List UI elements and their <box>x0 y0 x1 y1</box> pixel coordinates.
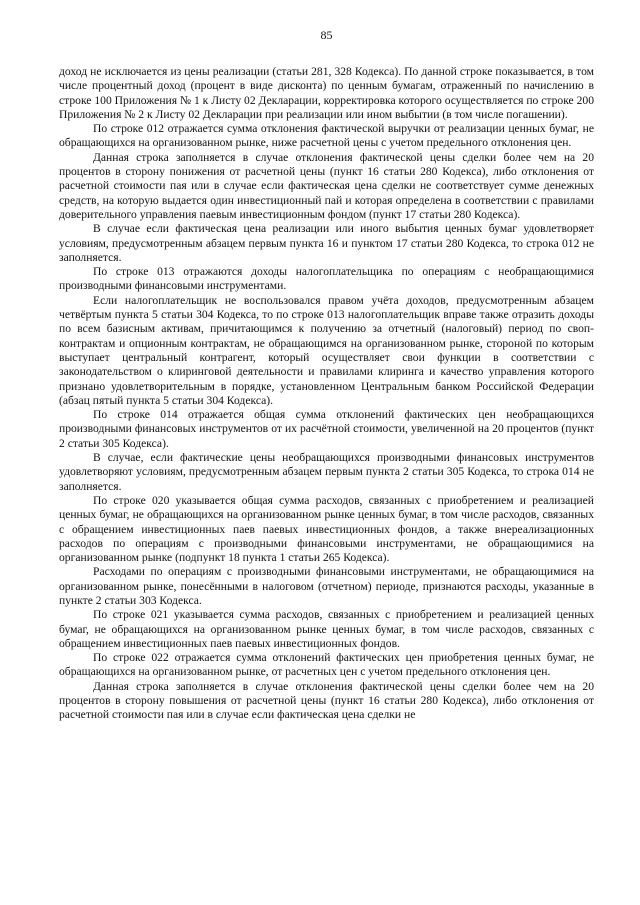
paragraph: По строке 012 отражается сумма отклонения фактической выручки от реализации ценных бумаг, не обращающихся на организованном рынке, ниже расчетной цены с учетом предельного отклонения цен. <box>59 122 594 150</box>
paragraph: В случае, если фактические цены необращающихся производными финансовых инструментов удовлетворяют условиям, предусмотренным абзацем первым пункта 2 статьи 305 Кодекса, то строка 014 не заполняется. <box>59 451 594 493</box>
paragraph: По строке 021 указывается сумма расходов, связанных с приобретением и реализацией ценных бумаг, не обращающихся на организованном рынке ценных бумаг, в том числе расходов, связанных с обращением инвестиционных паев паевых инвестиционных фондов. <box>59 608 594 650</box>
paragraph: Расходами по операциям с производными финансовыми инструментами, не обращающимися на организованном рынке, понесёнными в налоговом (отчетном) периоде, признаются расходы, указанные в пункте 2 статьи 303 Кодекса. <box>59 565 594 607</box>
paragraph-continuation: доход не исключается из цены реализации (статьи 281, 328 Кодекса). По данной строке показывается, в том числе процентный доход (процент в виде дисконта) по ценным бумагам, отраженный по начислению в строке 100 Приложения № 1 к Листу 02 Декларации, корректировка которого осуществляется по строке 200 Приложения № 2 к Листу 02 Декларации при реализации или ином выбытии (в том числе погашении). <box>59 65 594 121</box>
paragraph: По строке 020 указывается общая сумма расходов, связанных с приобретением и реализацией ценных бумаг, не обращающихся на организованном рынке ценных бумаг, в том числе расходов, связанных с обращением инвестиционных паев паевых инвестиционных фондов, а также внереализационных расходов по операциям с производными финансовыми инструментами, не обращающимися на организованном рынке (подпункт 18 пункта 1 статьи 265 Кодекса). <box>59 493 594 565</box>
paragraph: По строке 013 отражаются доходы налогоплательщика по операциям с необращающимися производными финансовыми инструментами. <box>59 265 594 293</box>
paragraph: В случае если фактическая цена реализации или иного выбытия ценных бумаг удовлетворяет условиям, предусмотренным абзацем первым пункта 16 и пунктом 17 статьи 280 Кодекса, то строка 012 не заполняется. <box>59 222 594 264</box>
paragraph: Данная строка заполняется в случае отклонения фактической цены сделки более чем на 20 процентов в сторону понижения от расчетной цены (пункт 16 статьи 280 Кодекса), либо отклонения от расчетной стоимости пая или в случае если фактическая цена сделки не соответствует сумме денежных средств, на которую выдается один инвестиционный пай и которая определена в соответствии с правилами доверительного управления паевым инвестиционным фондом (пункт 17 статьи 280 Кодекса). <box>59 150 594 221</box>
paragraph: Данная строка заполняется в случае отклонения фактической цены сделки более чем на 20 процентов в сторону повышения от расчетной цены (пункт 16 статьи 280 Кодекса), либо отклонения от расчетной стоимости пая или в случае если фактическая цена сделки не <box>59 679 594 722</box>
page-number: 85 <box>320 28 333 42</box>
paragraph: Если налогоплательщик не воспользовался правом учёта доходов, предусмотренным абзацем четвёртым пункта 5 статьи 304 Кодекса, то по строке 013 налогоплательщик вправе также отразить доходы по всем базисным активам, причитающимся к получению за отчетный (налоговый) период по своп-контрактам и опционным контрактам, не обращающимся на организованном рынке, стороной по которым выступает центральный контрагент, который осуществляет свои функции в соответствии с законодательством о клиринговой деятельности и правилами клиринга и качество управления которого признано удовлетворительным в порядке, установленном Центральным банком Российской Федерации (абзац пятый пункта 5 статьи 304 Кодекса). <box>59 293 594 407</box>
paragraph: По строке 014 отражается общая сумма отклонений фактических цен необращающихся производными финансовых инструментов от их расчётной стоимости, увеличенной на 20 процентов (пункт 2 статьи 305 Кодекса). <box>59 408 594 450</box>
document-body <box>59 65 594 723</box>
paragraph: По строке 022 отражается сумма отклонений фактических цен приобретения ценных бумаг, не обращающихся на организованном рынке, от расчетных цен с учетом предельного отклонения цен. <box>59 651 594 679</box>
